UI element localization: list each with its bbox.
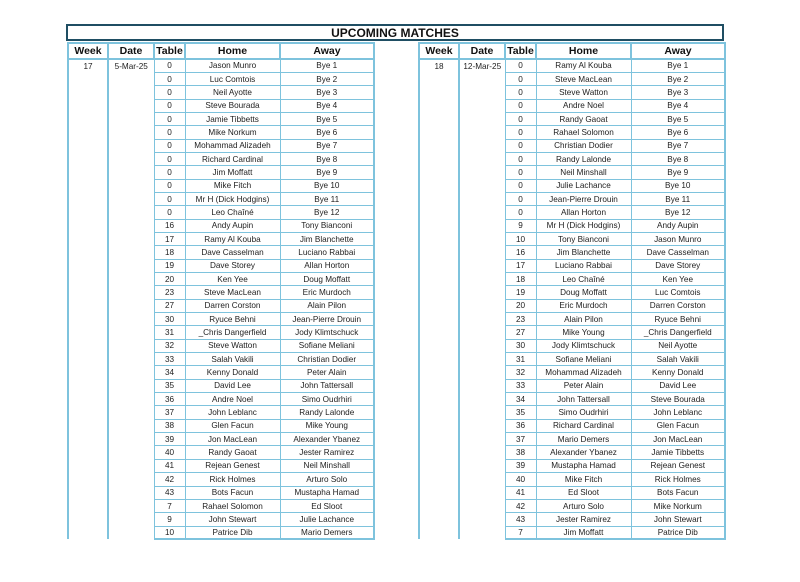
table-cell: 0: [154, 126, 185, 139]
away-player-cell: Eric Murdoch: [280, 286, 374, 299]
table-cell: 0: [505, 86, 536, 99]
home-player-cell: Jim Moffatt: [536, 526, 631, 539]
away-player-cell: Kenny Donald: [631, 366, 725, 379]
away-player-cell: John Leblanc: [631, 406, 725, 419]
home-player-cell: Mustapha Hamad: [536, 459, 631, 472]
away-player-cell: Bye 6: [631, 126, 725, 139]
home-player-cell: Alexander Ybanez: [536, 446, 631, 459]
away-player-cell: Jody Klimtschuck: [280, 326, 374, 339]
home-player-cell: Bots Facun: [185, 486, 280, 499]
home-player-cell: Mohammad Alizadeh: [536, 366, 631, 379]
table-cell: 27: [505, 326, 536, 339]
table-cell: 0: [505, 206, 536, 219]
table-cell: 0: [154, 179, 185, 192]
home-player-cell: Rick Holmes: [185, 473, 280, 486]
away-player-cell: Glen Facun: [631, 419, 725, 432]
home-player-cell: Christian Dodier: [536, 139, 631, 152]
away-player-cell: Julie Lachance: [280, 513, 374, 526]
table-cell: 31: [505, 353, 536, 366]
home-player-cell: Arturo Solo: [536, 499, 631, 512]
home-player-cell: Mario Demers: [536, 433, 631, 446]
header-table: Table: [505, 43, 536, 59]
away-player-cell: Bye 1: [631, 59, 725, 72]
home-player-cell: Rahael Solomon: [536, 126, 631, 139]
table-cell: 18: [505, 273, 536, 286]
away-player-cell: _Chris Dangerfield: [631, 326, 725, 339]
home-player-cell: Jason Munro: [185, 59, 280, 72]
away-player-cell: Mario Demers: [280, 526, 374, 539]
home-player-cell: Simo Oudrhiri: [536, 406, 631, 419]
table-cell: 40: [505, 473, 536, 486]
table-cell: 0: [505, 192, 536, 205]
table-cell: 39: [505, 459, 536, 472]
away-player-cell: Bye 2: [631, 72, 725, 85]
away-player-cell: Mustapha Hamad: [280, 486, 374, 499]
away-player-cell: Luciano Rabbai: [280, 246, 374, 259]
table-cell: 35: [505, 406, 536, 419]
table-cell: 17: [505, 259, 536, 272]
away-player-cell: Rick Holmes: [631, 473, 725, 486]
schedule-table: [67, 42, 375, 540]
table-cell: 42: [154, 473, 185, 486]
away-player-cell: Bye 9: [280, 166, 374, 179]
away-player-cell: Jason Munro: [631, 232, 725, 245]
table-cell: 0: [505, 179, 536, 192]
home-player-cell: Jester Ramirez: [536, 513, 631, 526]
table-cell: 0: [154, 152, 185, 165]
table-cell: 35: [154, 379, 185, 392]
table-cell: 32: [505, 366, 536, 379]
home-player-cell: Ramy Al Kouba: [185, 232, 280, 245]
home-player-cell: Neil Ayotte: [185, 86, 280, 99]
home-player-cell: Luciano Rabbai: [536, 259, 631, 272]
away-player-cell: Bye 3: [280, 86, 374, 99]
table-cell: 9: [505, 219, 536, 232]
away-player-cell: Mike Young: [280, 419, 374, 432]
home-player-cell: Jon MacLean: [185, 433, 280, 446]
home-player-cell: Alain Pilon: [536, 313, 631, 326]
home-player-cell: Rahael Solomon: [185, 499, 280, 512]
table-cell: 0: [154, 139, 185, 152]
table-cell: 0: [505, 166, 536, 179]
home-player-cell: Randy Lalonde: [536, 152, 631, 165]
away-player-cell: Bye 11: [280, 192, 374, 205]
date-cell: 5-Mar-25: [108, 59, 154, 539]
table-cell: 0: [505, 72, 536, 85]
away-player-cell: Bye 5: [280, 112, 374, 125]
away-player-cell: Jean-Pierre Drouin: [280, 313, 374, 326]
away-player-cell: Bye 7: [280, 139, 374, 152]
home-player-cell: Mike Norkum: [185, 126, 280, 139]
home-player-cell: Andy Aupin: [185, 219, 280, 232]
home-player-cell: Eric Murdoch: [536, 299, 631, 312]
home-player-cell: Jim Blanchette: [536, 246, 631, 259]
away-player-cell: David Lee: [631, 379, 725, 392]
home-player-cell: Ryuce Behni: [185, 313, 280, 326]
home-player-cell: Jean-Pierre Drouin: [536, 192, 631, 205]
away-player-cell: Christian Dodier: [280, 353, 374, 366]
table-cell: 33: [505, 379, 536, 392]
header-away: Away: [280, 43, 374, 59]
home-player-cell: Steve MacLean: [185, 286, 280, 299]
away-player-cell: Luc Comtois: [631, 286, 725, 299]
home-player-cell: Neil Minshall: [536, 166, 631, 179]
away-player-cell: Bots Facun: [631, 486, 725, 499]
away-player-cell: Jon MacLean: [631, 433, 725, 446]
away-player-cell: Bye 12: [280, 206, 374, 219]
table-cell: 36: [505, 419, 536, 432]
header-date: Date: [459, 43, 505, 59]
week-cell: 17: [68, 59, 108, 539]
away-player-cell: Neil Minshall: [280, 459, 374, 472]
home-player-cell: Richard Cardinal: [536, 419, 631, 432]
away-player-cell: Doug Moffatt: [280, 273, 374, 286]
table-cell: 34: [505, 393, 536, 406]
table-cell: 19: [505, 286, 536, 299]
home-player-cell: Steve Watton: [536, 86, 631, 99]
home-player-cell: Ramy Al Kouba: [536, 59, 631, 72]
away-player-cell: Sofiane Meliani: [280, 339, 374, 352]
table-cell: 42: [505, 499, 536, 512]
home-player-cell: John Tattersall: [536, 393, 631, 406]
table-cell: 37: [505, 433, 536, 446]
table-cell: 0: [154, 192, 185, 205]
home-player-cell: Mohammad Alizadeh: [185, 139, 280, 152]
week-17-schedule: [67, 42, 375, 540]
table-cell: 10: [505, 232, 536, 245]
match-row: [68, 59, 374, 72]
table-cell: 0: [154, 86, 185, 99]
home-player-cell: Doug Moffatt: [536, 286, 631, 299]
home-player-cell: Mike Fitch: [185, 179, 280, 192]
away-player-cell: Bye 12: [631, 206, 725, 219]
away-player-cell: Bye 6: [280, 126, 374, 139]
table-cell: 0: [154, 112, 185, 125]
away-player-cell: Salah Vakili: [631, 353, 725, 366]
away-player-cell: Bye 2: [280, 72, 374, 85]
away-player-cell: Peter Alain: [280, 366, 374, 379]
home-player-cell: Darren Corston: [185, 299, 280, 312]
away-player-cell: Bye 9: [631, 166, 725, 179]
table-cell: 0: [505, 112, 536, 125]
table-cell: 18: [154, 246, 185, 259]
home-player-cell: Dave Casselman: [185, 246, 280, 259]
table-cell: 32: [154, 339, 185, 352]
table-cell: 33: [154, 353, 185, 366]
table-cell: 23: [505, 313, 536, 326]
table-cell: 9: [154, 513, 185, 526]
home-player-cell: Mr H (Dick Hodgins): [536, 219, 631, 232]
table-cell: 20: [505, 299, 536, 312]
away-player-cell: Bye 8: [631, 152, 725, 165]
table-cell: 0: [505, 126, 536, 139]
home-player-cell: Sofiane Meliani: [536, 353, 631, 366]
table-cell: 17: [154, 232, 185, 245]
home-player-cell: Jim Moffatt: [185, 166, 280, 179]
away-player-cell: Mike Norkum: [631, 499, 725, 512]
home-player-cell: John Stewart: [185, 513, 280, 526]
table-cell: 30: [505, 339, 536, 352]
table-cell: 43: [505, 513, 536, 526]
home-player-cell: Andre Noel: [185, 393, 280, 406]
away-player-cell: Bye 10: [631, 179, 725, 192]
away-player-cell: Randy Lalonde: [280, 406, 374, 419]
home-player-cell: David Lee: [185, 379, 280, 392]
table-cell: 10: [154, 526, 185, 539]
home-player-cell: Dave Storey: [185, 259, 280, 272]
home-player-cell: Salah Vakili: [185, 353, 280, 366]
table-cell: 40: [154, 446, 185, 459]
away-player-cell: Jim Blanchette: [280, 232, 374, 245]
table-cell: 0: [154, 59, 185, 72]
home-player-cell: Steve MacLean: [536, 72, 631, 85]
home-player-cell: Luc Comtois: [185, 72, 280, 85]
page-title: UPCOMING MATCHES: [66, 24, 724, 41]
away-player-cell: Rejean Genest: [631, 459, 725, 472]
table-cell: 0: [505, 99, 536, 112]
table-cell: 7: [154, 499, 185, 512]
table-cell: 7: [505, 526, 536, 539]
table-cell: 38: [154, 419, 185, 432]
home-player-cell: Ken Yee: [185, 273, 280, 286]
header-home: Home: [185, 43, 280, 59]
away-player-cell: Bye 4: [631, 99, 725, 112]
home-player-cell: Jamie Tibbetts: [185, 112, 280, 125]
away-player-cell: Allan Horton: [280, 259, 374, 272]
match-row: [419, 59, 725, 72]
table-cell: 41: [154, 459, 185, 472]
header-home: Home: [536, 43, 631, 59]
away-player-cell: Bye 8: [280, 152, 374, 165]
table-cell: 0: [505, 59, 536, 72]
table-cell: 34: [154, 366, 185, 379]
away-player-cell: Arturo Solo: [280, 473, 374, 486]
home-player-cell: Patrice Dib: [185, 526, 280, 539]
table-cell: 0: [154, 72, 185, 85]
away-player-cell: Bye 5: [631, 112, 725, 125]
home-player-cell: Glen Facun: [185, 419, 280, 432]
away-player-cell: Simo Oudrhiri: [280, 393, 374, 406]
header-date: Date: [108, 43, 154, 59]
week-cell: 18: [419, 59, 459, 539]
header-row: [68, 43, 374, 59]
away-player-cell: Andy Aupin: [631, 219, 725, 232]
away-player-cell: Bye 7: [631, 139, 725, 152]
date-cell: 12-Mar-25: [459, 59, 505, 539]
table-cell: 16: [505, 246, 536, 259]
away-player-cell: John Stewart: [631, 513, 725, 526]
table-cell: 43: [154, 486, 185, 499]
week-18-schedule: [418, 42, 726, 540]
table-cell: 30: [154, 313, 185, 326]
away-player-cell: Alexander Ybanez: [280, 433, 374, 446]
home-player-cell: Kenny Donald: [185, 366, 280, 379]
away-player-cell: Dave Casselman: [631, 246, 725, 259]
away-player-cell: Tony Bianconi: [280, 219, 374, 232]
header-away: Away: [631, 43, 725, 59]
table-cell: 23: [154, 286, 185, 299]
home-player-cell: John Leblanc: [185, 406, 280, 419]
home-player-cell: Mike Young: [536, 326, 631, 339]
away-player-cell: Bye 11: [631, 192, 725, 205]
away-player-cell: Dave Storey: [631, 259, 725, 272]
away-player-cell: Ken Yee: [631, 273, 725, 286]
away-player-cell: Bye 4: [280, 99, 374, 112]
home-player-cell: Mike Fitch: [536, 473, 631, 486]
home-player-cell: Jody Klimtschuck: [536, 339, 631, 352]
table-cell: 0: [154, 166, 185, 179]
away-player-cell: Steve Bourada: [631, 393, 725, 406]
home-player-cell: Peter Alain: [536, 379, 631, 392]
table-cell: 0: [154, 99, 185, 112]
table-cell: 36: [154, 393, 185, 406]
home-player-cell: Richard Cardinal: [185, 152, 280, 165]
schedule-table: [418, 42, 726, 540]
away-player-cell: Jamie Tibbetts: [631, 446, 725, 459]
home-player-cell: Andre Noel: [536, 99, 631, 112]
table-cell: 0: [505, 152, 536, 165]
away-player-cell: Alain Pilon: [280, 299, 374, 312]
home-player-cell: Julie Lachance: [536, 179, 631, 192]
home-player-cell: Leo Chaîné: [185, 206, 280, 219]
table-cell: 27: [154, 299, 185, 312]
table-cell: 19: [154, 259, 185, 272]
away-player-cell: Neil Ayotte: [631, 339, 725, 352]
away-player-cell: Patrice Dib: [631, 526, 725, 539]
table-cell: 20: [154, 273, 185, 286]
header-week: Week: [419, 43, 459, 59]
header-row: [419, 43, 725, 59]
away-player-cell: Ryuce Behni: [631, 313, 725, 326]
table-cell: 41: [505, 486, 536, 499]
away-player-cell: Darren Corston: [631, 299, 725, 312]
away-player-cell: Bye 10: [280, 179, 374, 192]
table-cell: 16: [154, 219, 185, 232]
table-cell: 39: [154, 433, 185, 446]
home-player-cell: Leo Chaîné: [536, 273, 631, 286]
table-cell: 31: [154, 326, 185, 339]
table-cell: 0: [154, 206, 185, 219]
away-player-cell: Bye 3: [631, 86, 725, 99]
header-table: Table: [154, 43, 185, 59]
home-player-cell: Ed Sloot: [536, 486, 631, 499]
table-cell: 0: [505, 139, 536, 152]
table-cell: 37: [154, 406, 185, 419]
table-cell: 38: [505, 446, 536, 459]
home-player-cell: Randy Gaoat: [536, 112, 631, 125]
home-player-cell: Rejean Genest: [185, 459, 280, 472]
home-player-cell: Mr H (Dick Hodgins): [185, 192, 280, 205]
away-player-cell: Ed Sloot: [280, 499, 374, 512]
home-player-cell: Randy Gaoat: [185, 446, 280, 459]
home-player-cell: _Chris Dangerfield: [185, 326, 280, 339]
away-player-cell: Jester Ramirez: [280, 446, 374, 459]
home-player-cell: Steve Watton: [185, 339, 280, 352]
home-player-cell: Tony Bianconi: [536, 232, 631, 245]
home-player-cell: Steve Bourada: [185, 99, 280, 112]
header-week: Week: [68, 43, 108, 59]
away-player-cell: Bye 1: [280, 59, 374, 72]
home-player-cell: Allan Horton: [536, 206, 631, 219]
away-player-cell: John Tattersall: [280, 379, 374, 392]
